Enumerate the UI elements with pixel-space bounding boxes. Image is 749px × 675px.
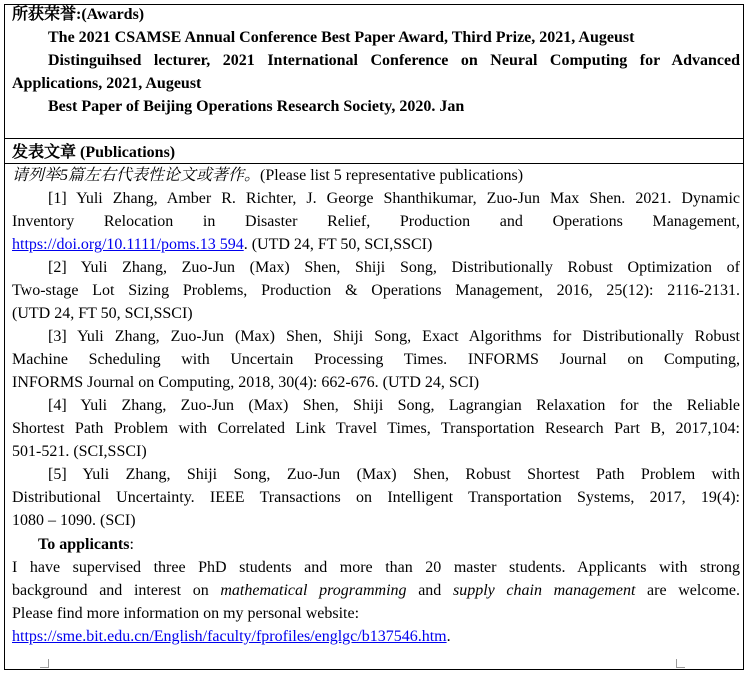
applicants-text: Please find more information on my personal website: (12, 605, 360, 622)
publication-line: (UTD 24, FT 50, SCI,SSCI) (12, 305, 193, 322)
applicants-text-part: background and interest on (12, 582, 221, 599)
applicants-link-line (12, 625, 740, 648)
publication-line (12, 233, 740, 256)
award-item-continuation: Applications, 2021, Augeust (12, 75, 202, 92)
applicants-text (12, 579, 740, 602)
applicants-heading-line (12, 533, 740, 556)
applicants-emphasis: supply chain management (452, 582, 636, 599)
applicants-heading: To applicants (38, 536, 130, 553)
instruction-chinese: 请列举5篇左右代表性论文或著作。 (12, 167, 261, 184)
applicants-text: I have supervised three PhD students and more than 20 master students. Applicants with strong (12, 559, 740, 576)
publication-line: [3] Yuli Zhang, Zuo-Jun (Max) Shen, Shiji Song, Exact Algorithms for Distributionally Robust (48, 328, 740, 345)
award-item: The 2021 CSAMSE Annual Conference Best Paper Award, Third Prize, 2021, Augeust (48, 29, 635, 46)
award-item: Best Paper of Beijing Operations Research Society, 2020. Jan (48, 98, 465, 115)
awards-header: 所获荣誉:(Awards) (12, 6, 145, 23)
award-item: Distinguihsed lecturer, 2021 International Conference on Neural Computing for Advanced (48, 52, 740, 69)
publication-line: Machine Scheduling with Uncertain Processing Times. INFORMS Journal on Computing, (12, 351, 740, 368)
publication-line: 1080 – 1090. (SCI) (12, 512, 136, 529)
publication-line: Distributional Uncertainty. IEEE Transactions on Intelligent Transportation Systems, 2017, 19(4): (12, 489, 740, 506)
publication-line: [5] Yuli Zhang, Shiji Song, Zuo-Jun (Max) Shen, Robust Shortest Path Problem with (48, 466, 740, 483)
publication-line: INFORMS Journal on Computing, 2018, 30(4): 662-676. (UTD 24, SCI) (12, 374, 480, 391)
publication-doi-link[interactable]: https://doi.org/10.1111/poms.13 594 (12, 236, 244, 253)
publications-instruction (12, 164, 740, 187)
page-corner-mark (40, 659, 49, 668)
publications-header: 发表文章 (Publications) (12, 144, 176, 161)
publication-line: [1] Yuli Zhang, Amber R. Richter, J. George Shanthikumar, Zuo-Jun Max Shen. 2021. Dynamic (48, 190, 740, 207)
instruction-english: (Please list 5 representative publications) (260, 167, 524, 184)
personal-website-link[interactable]: https://sme.bit.edu.cn/English/faculty/fprofiles/englgc/b137546.htm (12, 628, 447, 645)
applicants-text-part: and (406, 582, 453, 599)
publication-line: Inventory Relocation in Disaster Relief, Production and Operations Management, (12, 213, 740, 230)
page-corner-mark (676, 659, 685, 668)
applicants-colon: : (129, 536, 134, 553)
section-divider (4, 138, 744, 139)
link-tail: . (446, 628, 451, 645)
publication-line: [2] Yuli Zhang, Zuo-Jun (Max) Shen, Shiji Song, Distributionally Robust Optimization of (48, 259, 740, 276)
publication-line: Two-stage Lot Sizing Problems, Production & Operations Management, 2016, 25(12): 2116-2131. (12, 282, 740, 299)
publication-line: [4] Yuli Zhang, Zuo-Jun (Max) Shen, Shiji Song, Lagrangian Relaxation for the Reliable (48, 397, 740, 414)
publication-line: Shortest Path Problem with Correlated Link Travel Times, Transportation Research Part B, 2017,104: (12, 420, 740, 437)
publication-tail: . (UTD 24, FT 50, SCI,SSCI) (243, 236, 433, 253)
applicants-text-part: are welcome. (635, 582, 740, 599)
applicants-emphasis: mathematical programming (220, 582, 407, 599)
publication-line: 501-521. (SCI,SSCI) (12, 443, 147, 460)
